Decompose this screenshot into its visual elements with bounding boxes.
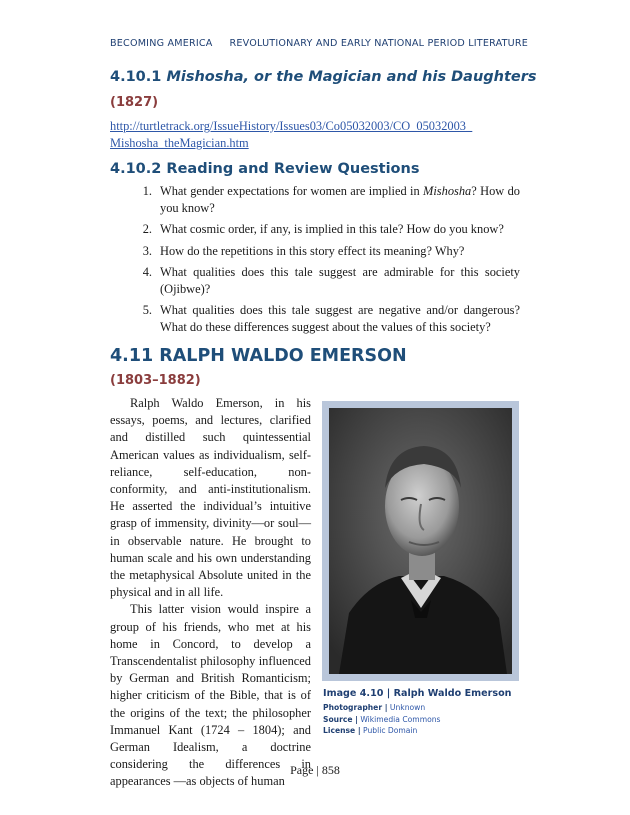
question-text: What gender expectations for women are implied in Mishosha? How do you know? (160, 184, 520, 215)
section-title: Mishosha, or the Magician and his Daughters (166, 69, 537, 85)
question-text: What cosmic order, if any, is implied in this tale? How do you know? (160, 222, 504, 236)
figure-caption (323, 688, 533, 737)
section-4-10-1-heading (110, 69, 537, 85)
section-4-10-2-heading: 4.10.2 Reading and Review Questions (110, 161, 420, 177)
source-credit: Source | Wikimedia Commons (323, 714, 441, 724)
review-question (110, 264, 520, 297)
source-link-line2: Mishosha_theMagician.htm (110, 136, 249, 150)
emerson-body-text (110, 395, 311, 791)
question-number: 5. (142, 303, 152, 317)
question-number: 2. (142, 222, 152, 236)
review-question (110, 221, 520, 238)
figure-title: Image 4.10 | Ralph Waldo Emerson (323, 688, 512, 699)
question-number: 4. (142, 265, 152, 279)
license-credit: License | Public Domain (323, 726, 418, 735)
question-number: 3. (142, 243, 152, 258)
question-text: What qualities does this tale suggest are negative and/or dangerous? What do these differences suggest about the values of this society? (160, 303, 520, 334)
page-number: Page | 858 (290, 763, 340, 777)
question-text: How do the repetitions in this story effect its meaning? Why? (160, 243, 465, 258)
emerson-portrait-photo (329, 408, 512, 674)
section-4-11-date: (1803–1882) (110, 373, 201, 388)
portrait-illustration (329, 408, 512, 674)
body-paragraph: This latter vision would inspire a group of his friends, who met at his home in Concord, to develop a Transcendentalist philosophy influenced by German and British Romanticism; higher criticism of the Bible, that is of the origins of the text; the philosopher Immanuel Kant (1724 – 1804); and German Idealism, a doctrine considering the differences in appearances —as objects of human (110, 602, 311, 789)
source-link[interactable] (110, 118, 530, 152)
section-number: 4.10.1 (110, 69, 162, 85)
review-question (110, 302, 520, 335)
section-4-11-heading: 4.11 RALPH WALDO EMERSON (110, 346, 407, 366)
question-number: 1. (142, 184, 152, 198)
source-link-wikimedia[interactable]: Wikimedia Commons (360, 714, 441, 724)
source-link-line1: http://turtletrack.org/IssueHistory/Issues03/Co05032003/CO_05032003_ (110, 119, 473, 133)
question-text: What qualities does this tale suggest are admirable for this society (Ojibwe)? (160, 265, 520, 296)
body-paragraph: Ralph Waldo Emerson, in his essays, poems, and lectures, clarified and distilled such quintessential American values as individualism, self-reliance, self-education, non-conformity, and anti-institutionalism. He asserted the individual’s intuitive grasp of immensity, divinity—or soul—in observable nature. He brought to human scale and his own understanding the metaphysical Absolute united in the physical and in all life. (110, 396, 311, 600)
review-question (110, 183, 520, 216)
header-book-title: BECOMING AMERICA (110, 38, 213, 49)
section-4-10-1-date: (1827) (110, 95, 159, 110)
review-question (110, 243, 520, 260)
photographer-credit: Photographer | Unknown (323, 703, 426, 712)
license-link[interactable]: Public Domain (363, 726, 418, 735)
running-header (110, 38, 528, 49)
header-chapter-title: REVOLUTIONARY AND EARLY NATIONAL PERIOD LITERATURE (229, 38, 528, 49)
portrait-frame (322, 401, 519, 681)
review-questions-list (110, 183, 520, 340)
